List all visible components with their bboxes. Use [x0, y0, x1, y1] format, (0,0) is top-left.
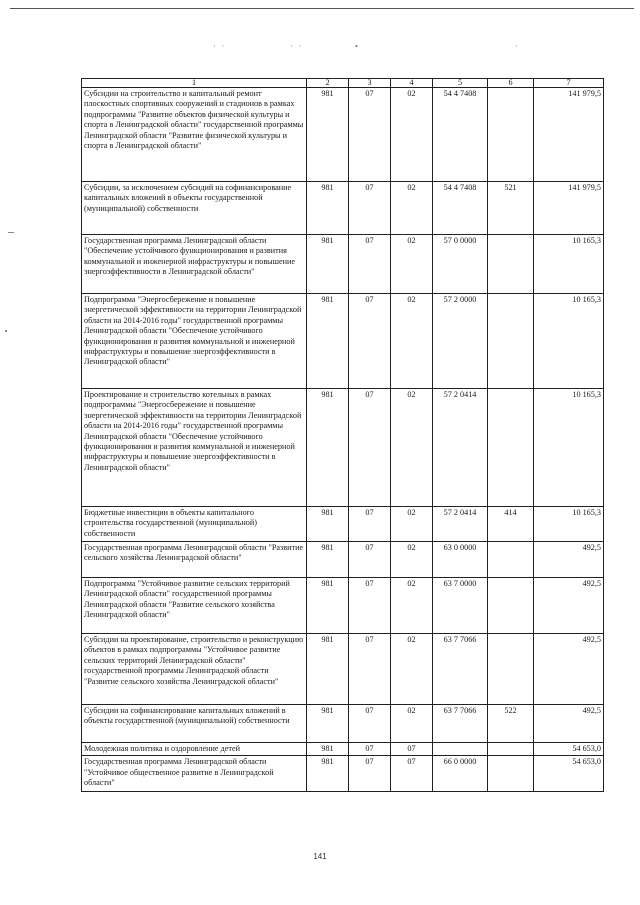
- row-expense-type: 521: [488, 182, 534, 235]
- row-section: 07: [349, 182, 391, 235]
- row-amount: 492,5: [534, 578, 604, 634]
- row-section: 07: [349, 235, 391, 294]
- row-amount: 492,5: [534, 705, 604, 743]
- col-header: 2: [307, 79, 349, 88]
- page-number: 141: [313, 852, 327, 861]
- row-name: Подпрограмма "Устойчивое развитие сельских территорий Ленинградской области" государственной программы Ленинградской области "Развитие сельского хозяйства Ленинградской области": [82, 578, 307, 634]
- table-row: [82, 705, 604, 743]
- row-ministry-code: 981: [307, 743, 349, 756]
- row-section: 07: [349, 542, 391, 578]
- row-ministry-code: 981: [307, 294, 349, 389]
- row-section: 07: [349, 507, 391, 542]
- margin-mark: [5, 330, 7, 332]
- top-rule: [10, 8, 634, 9]
- row-subsection: 02: [391, 542, 433, 578]
- row-name: Молодежная политика и оздоровление детей: [82, 743, 307, 756]
- row-ministry-code: 981: [307, 389, 349, 507]
- row-amount: 10 165,3: [534, 235, 604, 294]
- table-row: [82, 235, 604, 294]
- scan-dots: · ·: [213, 42, 227, 51]
- row-expense-type: [488, 634, 534, 705]
- row-amount: 141 979,5: [534, 182, 604, 235]
- row-expense-type: [488, 756, 534, 792]
- table-row: [82, 507, 604, 542]
- row-amount: 54 653,0: [534, 756, 604, 792]
- row-expense-type: [488, 578, 534, 634]
- table-row: [82, 542, 604, 578]
- row-ministry-code: 981: [307, 235, 349, 294]
- row-subsection: 02: [391, 235, 433, 294]
- row-expense-type: [488, 542, 534, 578]
- row-section: 07: [349, 389, 391, 507]
- header-row: [82, 79, 604, 88]
- row-target-article: 54 4 7408: [433, 88, 488, 182]
- row-subsection: 02: [391, 507, 433, 542]
- row-section: 07: [349, 705, 391, 743]
- row-section: 07: [349, 743, 391, 756]
- row-subsection: 02: [391, 634, 433, 705]
- row-name: Субсидии на софинансирование капитальных вложений в объекты государственной (муниципальной) собственности: [82, 705, 307, 743]
- row-target-article: 57 2 0414: [433, 389, 488, 507]
- row-amount: 141 979,5: [534, 88, 604, 182]
- row-subsection: 02: [391, 705, 433, 743]
- col-header: 4: [391, 79, 433, 88]
- table-row: [82, 88, 604, 182]
- table-row: [82, 743, 604, 756]
- row-name: Государственная программа Ленинградской области "Обеспечение устойчивого функционирования и развития коммунальной и инженерной инфраструктуры и повышение энергоэффективности в Ленинградской области": [82, 235, 307, 294]
- row-subsection: 02: [391, 389, 433, 507]
- row-target-article: 63 0 0000: [433, 542, 488, 578]
- table-row: [82, 756, 604, 792]
- col-header: 7: [534, 79, 604, 88]
- row-subsection: 02: [391, 294, 433, 389]
- margin-mark: [8, 232, 14, 233]
- row-expense-type: [488, 88, 534, 182]
- row-subsection: 07: [391, 756, 433, 792]
- col-header: 1: [82, 79, 307, 88]
- row-ministry-code: 981: [307, 542, 349, 578]
- row-target-article: 57 0 0000: [433, 235, 488, 294]
- row-subsection: 02: [391, 578, 433, 634]
- row-section: 07: [349, 88, 391, 182]
- row-target-article: [433, 743, 488, 756]
- row-target-article: 57 2 0000: [433, 294, 488, 389]
- scan-dots: ·: [515, 42, 520, 51]
- row-amount: 492,5: [534, 634, 604, 705]
- scan-dots: · ·: [290, 42, 304, 51]
- col-header: 5: [433, 79, 488, 88]
- table-row: [82, 634, 604, 705]
- row-name: Субсидии на проектирование, строительство и реконструкцию объектов в рамках подпрограммы "Устойчивое развитие сельских территорий Ленинградской области" государственной программы Ленинградской области "Развитие сельского хозяйства Ленинградской области": [82, 634, 307, 705]
- col-header: 3: [349, 79, 391, 88]
- row-name: Проектирование и строительство котельных в рамках подпрограммы "Энергосбережение и повышение энергетической эффективности на территории Ленинградской области на 2014-2016 годы" государственной программы Ленинградской области "Обеспечение устойчивого функционирования и развития коммунальной и инженерной инфраструктуры и повышение энергоэффективности в Ленинградской области": [82, 389, 307, 507]
- row-target-article: 63 7 0000: [433, 578, 488, 634]
- table-row: [82, 389, 604, 507]
- row-ministry-code: 981: [307, 756, 349, 792]
- row-section: 07: [349, 578, 391, 634]
- row-amount: 10 165,3: [534, 507, 604, 542]
- row-subsection: 02: [391, 182, 433, 235]
- scan-dots: •: [355, 42, 360, 51]
- row-expense-type: [488, 235, 534, 294]
- row-ministry-code: 981: [307, 634, 349, 705]
- row-target-article: 54 4 7408: [433, 182, 488, 235]
- row-target-article: 57 2 0414: [433, 507, 488, 542]
- row-amount: 10 165,3: [534, 389, 604, 507]
- row-subsection: 02: [391, 88, 433, 182]
- row-expense-type: 414: [488, 507, 534, 542]
- row-name: Государственная программа Ленинградской области "Устойчивое общественное развитие в Ленинградской области": [82, 756, 307, 792]
- row-amount: 10 165,3: [534, 294, 604, 389]
- row-ministry-code: 981: [307, 578, 349, 634]
- row-expense-type: 522: [488, 705, 534, 743]
- row-target-article: 66 0 0000: [433, 756, 488, 792]
- row-expense-type: [488, 743, 534, 756]
- table-row: [82, 182, 604, 235]
- row-section: 07: [349, 634, 391, 705]
- budget-table: [81, 78, 604, 792]
- row-ministry-code: 981: [307, 88, 349, 182]
- row-name: Субсидии на строительство и капитальный ремонт плоскостных спортивных сооружений и стадионов в рамках подпрограммы "Развитие объектов физической культуры и спорта в Ленинградской области" государственной программы Ленинградской области "Развитие физической культуры и спорта в Ленинградской области": [82, 88, 307, 182]
- row-name: Подпрограмма "Энергосбережение и повышение энергетической эффективности на территории Ленинградской области на 2014-2016 годы" государственной программы Ленинградской области "Обеспечение устойчивого функционирования и развития коммунальной и инженерной инфраструктуры и повышение энергоэффективности в Ленинградской области": [82, 294, 307, 389]
- row-subsection: 07: [391, 743, 433, 756]
- row-expense-type: [488, 294, 534, 389]
- table-row: [82, 578, 604, 634]
- row-section: 07: [349, 756, 391, 792]
- row-amount: 54 653,0: [534, 743, 604, 756]
- row-name: Субсидии, за исключением субсидий на софинансирование капитальных вложений в объекты государственной (муниципальной) собственности: [82, 182, 307, 235]
- table-row: [82, 294, 604, 389]
- row-ministry-code: 981: [307, 182, 349, 235]
- col-header: 6: [488, 79, 534, 88]
- row-name: Государственная программа Ленинградской области "Развитие сельского хозяйства Ленинградской области": [82, 542, 307, 578]
- row-target-article: 63 7 7066: [433, 705, 488, 743]
- row-name: Бюджетные инвестиции в объекты капитального строительства государственной (муниципальной) собственности: [82, 507, 307, 542]
- row-amount: 492,5: [534, 542, 604, 578]
- row-expense-type: [488, 389, 534, 507]
- row-ministry-code: 981: [307, 705, 349, 743]
- row-target-article: 63 7 7066: [433, 634, 488, 705]
- row-ministry-code: 981: [307, 507, 349, 542]
- row-section: 07: [349, 294, 391, 389]
